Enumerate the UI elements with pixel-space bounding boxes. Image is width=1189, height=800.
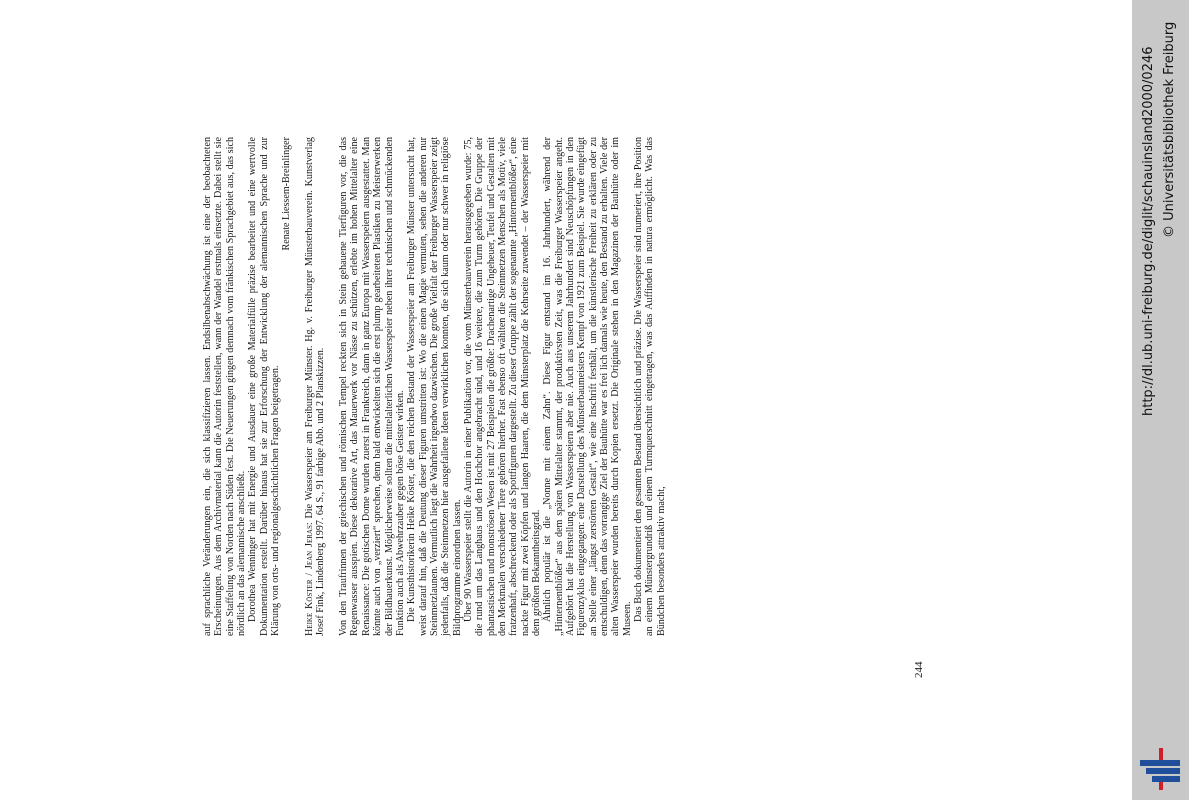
review-citation: : Die Wasserspeier am Freiburger Münster. Hg. v. Freiburger Münsterbauverein. Kunstverlag Josef Fink, Lindenberg 1997. 64 S., 91 farbige Abb. und 2 Planskizzen. [304,137,327,636]
page-number-text: 244 [913,661,925,678]
source-url-link[interactable]: http://dl.ub.uni-freiburg.de/diglit/schauinsland2000/0246 [1141,46,1156,416]
rotated-page [192,0,912,800]
paragraph: Dorothea Wenninger hat mit Energie und Ausdauer eine große Materialfülle präzise bearbeitet und eine wertvolle Dokumentation erstellt. Darüber hinaus hat sie zur Erforschung der Entwicklung der alemannischen Sprache und zur Klärung von orts- und regionalgeschichtlichen Fragen beigetragen. [247,137,282,636]
page-number [913,648,933,698]
paragraph: Das Buch dokumentiert den gesamten Bestand übersichtlich und präzise. Die Wasserspeier sind numeriert, ihre Position an einem Münstergrundriß und einem Turmquerschnitt eingetragen, was das Auffinden in natura ermöglicht. Was das Bündchen besonders attraktiv macht, [633,137,667,636]
ub-freiburg-logo-icon [1140,746,1180,790]
paragraph: Die Kunsthistorikerin Heike Köster, die den reichen Bestand der Wasserspeier am Freiburger Münster untersucht hat, weist darauf hin, daß die Deutung dieser Figuren umstritten ist: Wo die einen Magie vermuten, sehen die anderen nur Steinmetzlaunen. Vermutlich liegt die Wahrheit irgendwo dazwischen. Die große Vielfalt der Freiburger Wasserspeier zeigt jedenfalls, daß die Steinmetzen hier ausgefallene Ideen verwirklichen konnten, die sich kaum oder nur schwer in religiöse Bildprogramme einordnen lassen. [406,137,463,636]
review-authors: Heike Köster / Jean Jeras [304,525,316,636]
paragraph: auf sprachliche Veränderungen ein, die sich klassifizieren lassen. Endsilbenabschwächung ist eine der beobachteten Erscheinungen. Aus dem Archivmaterial kann die Autorin feststellen, wann der Wandel erstmals einsetzte. Dabei stellt sie eine Staffelung von Norden nach Süden fest. Die Neuerungen gingen demnach vom fränkischen Sprachgebiet aus, das sich nördlich an das alemannische anschließt. [202,137,248,636]
copyright-notice: © Universitätsbibliothek Freiburg [1162,21,1177,238]
review-heading [304,137,327,636]
text-column [202,137,667,636]
paragraph: Von den Traufrinnen der griechischen und römischen Tempel reckten sich in Stein gehauene Tierfiguren vor, die das Regenwasser ausspien. Diese dekorative Art, das Mauerwerk vor Nässe zu schützen, erlebte im hohen Mittelalter eine Renaissance: Die gotischen Dome wurden zuerst in Frankreich, dann in ganz Europa mit Wasserspeiern ausgestattet. Man könnte auch von „verziert“ sprechen, denn bald entwickelten sich die erst plump gearbeiteten Plastiken zu Meisterwerken der Bildhauerkunst. Möglicherweise sollten die mittelalterlichen Wasserspeier neben ihrer technischen und schmückenden Funktion auch als Abwehrzauber gegen böse Geister wirken. [338,137,406,636]
page-text-area [192,0,912,800]
paragraph: Ähnlich populär ist die „Nonne mit einem Zahn“. Diese Figur entstand im 16. Jahrhundert, während der „Hinternentblößer“ aus dem späten Mittelalter stammt, der produktivsten Zeit, was die Freiburger Wasserspeier angeht. Aufgehört hat die Herstellung von Wasserspeiern aber nie. Auch aus unserem Jahrhundert sind Neuschöpfungen in den Figurenzyklus eingegangen: eine Darstellung des Münsterbaumeisters Kempf von 1921 zum Beispiel. Sie wurde eingefügt an Stelle einer „längst zerstörten Gestalt“, wie eine Inschrift festhält, um die künstlerische Freiheit zu erklären oder zu entschuldigen, denn das vorrangige Ziel der Bauhütte war es frei lich damals wie heute, den Bestand zu erhalten. Viele der alten Wasserspeier wurden bereits durch Kopien ersetzt. Die Originale stehen in den Magazinen der Bauhütte oder im Museen. [542,137,633,636]
paragraph: Über 90 Wasserspeier stellt die Autorin in einer Publikation vor, die vom Münsterbauverein herausgegeben wurde: 75, die rund um das Langhaus und den Hochchor angebracht sind, und 16 weitere, die zum Turm gehören. Die Gruppe der phantastischen und monströsen Wesen ist mit 27 Beispielen die größte: Drachenartige Ungeheuer, Teufel und Gestalten mit den Merkmalen verschiedener Tiere gehören hierher. Fast ebenso oft wählten die Steinmetzen Menschen als Motiv, viele fratzenhaft, abschreckend oder als Spottfiguren dargestellt. Zu dieser Gruppe zählt der sogenannte „Hinternentblößer“, eine nackte Figur mit zwei Köpfen und langen Haaren, die dem Münsterplatz die Kehrseite zuwendet – der Wasserspeier mit dem größten Bekanntheitsgrad. [462,137,542,636]
reviewer-signature: Renate Liessem-Breinlinger [281,137,293,251]
